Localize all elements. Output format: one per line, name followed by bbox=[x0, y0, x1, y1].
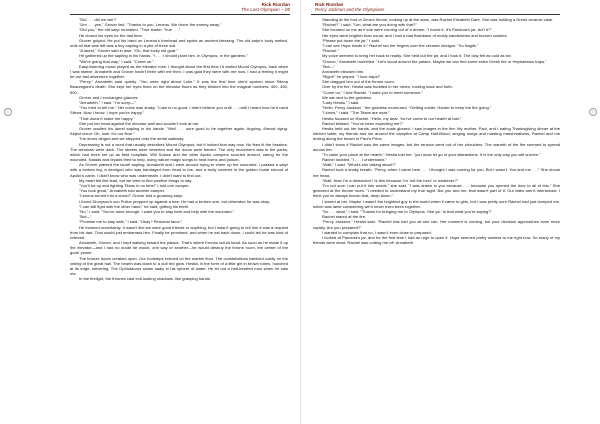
paragraph: "We're going that way," I said. "Come on." bbox=[79, 58, 154, 64]
paragraph: "Lady Hestia," I said. bbox=[322, 100, 360, 105]
paragraph: "Um . . . yes," Grover lied. "Thanks to you, Leneus. We drove the enemy away." bbox=[79, 22, 222, 28]
left-header-rule bbox=[70, 14, 290, 15]
paragraph: Annabeth elbowed him. bbox=[322, 68, 365, 74]
paragraph: She put her head against the elevator wall and wouldn't look at me. bbox=[79, 120, 200, 126]
paragraph: Grover and I exchanged glances. bbox=[79, 94, 139, 100]
paragraph: Rachel stared at the fire. bbox=[322, 214, 367, 220]
paragraph: In the firelight, the thrones cast evil-looking shadows, like grasping hands. bbox=[79, 276, 212, 282]
right-page bbox=[300, 0, 600, 424]
paragraph: Grover cradled his laurel sapling in his hands. "Well . . . sure good to be together again. Arguing. Almost dying. Abject terror. Oh, look. It's our floor." bbox=[70, 125, 288, 137]
paragraph: "Annabeth," I said. "I'm sorry—" bbox=[79, 100, 136, 105]
paragraph: She focused on me as if she were coming out of a dream. "I found it. It's Pandora's jar, isn't it?" bbox=[322, 27, 492, 33]
paragraph: "I can see Hope inside it." Rachel ran her fingers over the ceramic designs. "So fragile." bbox=[322, 42, 479, 48]
paragraph: Depressing is not a word that usually describes Mount Olympus, but it looked that way now. No fires lit the braziers. The windows were dark. The streets were deserted and the doors were barred. The only movement was in the parks, which had been set up as field hospitals. Will Solace and the other Apollo campers scurried around, caring for the wounded. Naiads and dryads tried to help, using nature magic songs to heal burns and poison. bbox=[70, 141, 288, 163]
paragraph: Over by the fire, Hestia was huddled in her robes, rocking back and forth. bbox=[322, 84, 453, 90]
paragraph: "No," I said. "You've done enough. I want you to stay here and help with the wounded." bbox=[79, 208, 235, 214]
right-page-body bbox=[313, 17, 560, 422]
paragraph: He closed his eyes for the last time. bbox=[79, 32, 143, 38]
paragraph: "You look great," Annabeth told another camper. bbox=[79, 188, 165, 194]
paragraph: We sat next to the goddess. bbox=[322, 94, 373, 100]
paragraph: "Right!" he yelped. "I love traps!" bbox=[322, 74, 381, 80]
paragraph: "But—" bbox=[79, 214, 92, 220]
right-page-header bbox=[315, 2, 384, 13]
paragraph: "So . . . what," I said. "Thanks for bringing me to Olympus. See ya.' Is that what you're saying?" bbox=[322, 208, 492, 214]
paragraph: "Percy Jackson," Hestia said. "Rachel has told you all she can. Her moment is coming, but your decision approaches even more rapidly. Are you prepared?" bbox=[313, 219, 560, 230]
paragraph: "Did you," the old satyr mumbled. "True leader. True . . ." bbox=[79, 27, 181, 33]
paragraph: "Hello, Percy Jackson," the goddess murmured. "Getting colder. Harder to keep the fire going." bbox=[322, 105, 492, 111]
paragraph: "A laurel," Grover said in awe. "Oh, that lucky old goat." bbox=[79, 48, 178, 54]
paragraph: Easy-listening music played as the elevator rose. I thought about the first time I'd visited Mount Olympus, back when I was twelve. Annabeth and Grover hadn't been with me then. I was glad they were with me now. I had a feeling it might be our last adventure together. bbox=[70, 63, 288, 80]
paragraph: "Did . . . did we win?" bbox=[79, 17, 117, 22]
paragraph: Rachel blinked. "You've been expecting me?" bbox=[322, 120, 404, 126]
paragraph: The doors dinged and we stepped onto the aerial walkway. bbox=[79, 136, 185, 142]
nav-icon[interactable]: ○ bbox=[589, 108, 597, 116]
left-header-author: Rick Riordan bbox=[261, 2, 290, 7]
left-header-book-title: The Last Olympian ~ 05 bbox=[241, 7, 290, 13]
paragraph: "Grover," Annabeth mumbled. "Let's scout around the palace. Maybe we can find some extra Greek fire or Hephaestus traps." bbox=[322, 58, 547, 64]
paragraph: "Percy," Annabeth said quietly. "You were right about Luke." It was the first time she'd spoken since Silena Beauregard's death. She kept her eyes fixed on the elevator floors as they blinked into the magical numbers: 400, 450, 500. bbox=[70, 79, 288, 95]
paragraph: I looked at Pandora's jar, and for the first time I had an urge to open it. Hope seemed pretty useless to me right now. So many of my friends were dead. Rachel was cutting me off. Annabeth bbox=[313, 234, 560, 246]
paragraph: "I know," I said. "The Titans are near." bbox=[322, 110, 390, 116]
right-header-book-title: Percy Jackson and the Olympians bbox=[315, 7, 385, 13]
paragraph: "Promise me to stay safe," I said. "Okay? Personal favor." bbox=[79, 219, 183, 225]
paragraph: Rachel nodded. "I . . . I understand." bbox=[322, 157, 387, 163]
paragraph: Grover gulped. He put his hand on Leneus's forehead and spoke an ancient blessing. The old satyr's body melted, until all that was left was a tiny sapling in a pile of fresh soil. bbox=[70, 37, 288, 48]
paragraph: Her eyes were brighter than usual, and I had a bad flashback of moldy sandwiches and burned cookies. bbox=[322, 32, 508, 38]
paragraph: "Leneus turned into a shrub!" Grover told a groaning satyr. bbox=[79, 193, 184, 199]
paragraph: Annabeth, Grover, and I kept walking toward the palace. That's where Kronos would head. As soon as he made it up the elevator—and I had no doubt he would, one way or another—he would destroy the throne room, the center of the gods' power. bbox=[70, 240, 288, 256]
paragraph: I found Dionysus's son Pollux propped up against a tree. He had a broken arm, but otherwise he was okay. bbox=[79, 198, 271, 204]
nav-icon[interactable]: ○ bbox=[4, 108, 12, 116]
paragraph: Standing at the foot of Zeus's throne, looking up at the stars, was Rachel Elizabeth Dare. She was holding a Greek ceramic vase. bbox=[322, 17, 554, 22]
paragraph: I didn't know if Rachel saw the same images, but the tension went out of her shoulders. The warmth of the fire seemed to spread across her. bbox=[313, 141, 560, 152]
paragraph: "But—" bbox=[322, 63, 335, 69]
paragraph: She dragged him out of the throne room. bbox=[322, 79, 395, 85]
paragraph: I stared at her. Maybe I wasn't the brightest guy in the world when it came to girls, but I was pretty sure Rachel had just dumped me, which was lame considering we'd never even been together. bbox=[313, 198, 560, 209]
paragraph: "Rachel?" I said. "Um, what are you doing with that?" bbox=[322, 22, 417, 28]
paragraph: Rachel took a shaky breath. "Percy, when I came here . . . I thought I was coming for you. But I wasn't. You and me . . ." She shook her head. bbox=[313, 167, 560, 178]
paragraph: "Wait," I said. "What's she talking about?" bbox=[322, 162, 397, 168]
paragraph: "You tried to tell me." Her voice was shaky. "Luke is no good. I didn't believe you until . . . until I heard how he'd used Silena. Now I know. I hope you're happy." bbox=[70, 105, 288, 116]
left-page-header bbox=[241, 2, 290, 13]
paragraph: "Come on," I told Rachel. "I want you to meet someone." bbox=[322, 89, 424, 95]
paragraph: My heart felt like lead, but we tried to find positive things to say. bbox=[79, 177, 193, 183]
paragraph: Hestia held out her hands, and the coals glowed. I saw images in the fire: My mother, Paul, and I eating Thanksgiving dinner at the kitchen table; my friends and me around the campfire at Camp Half-Blood, singing songs and roasting marshmallows; Rachel and me driving along the beach in Paul's Prius. bbox=[313, 125, 560, 142]
paragraph: "I'm not sure I can put it into words," she said. "I was drawn to you because . . . because you opened the door to all of this." She gestured at the throne room. "I needed to understand my true sight. But you and me, that wasn't part of it. Our fates aren't intertwined. I think you've always known that, deep down." bbox=[313, 183, 560, 199]
paragraph: I wanted to complain that no, I wasn't even close to prepared. bbox=[322, 229, 432, 235]
paragraph: "You'll be up and fighting Titans in no time!" I told one camper. bbox=[79, 183, 190, 188]
paragraph: He gathered up the sapling in his hands. "I . . . I should plant him. In Olympus, in the gardens." bbox=[79, 53, 248, 59]
right-header-author: Rick Riordan bbox=[315, 2, 344, 7]
right-header-rule bbox=[311, 14, 560, 15]
paragraph: "I can still fight with the other hand," he said, gritting his teeth. bbox=[79, 203, 190, 209]
paragraph: "Rachel." bbox=[322, 48, 339, 54]
left-page-body bbox=[70, 17, 288, 422]
paragraph: "That doesn't make me happy." bbox=[79, 115, 135, 121]
paragraph: The bronze doors creaked open. Our footsteps echoed on the marble floor. The constellations twinkled coldly on the ceiling of the great hall. The hearth was down to a dull red glow. Hestia, in the form of a little girl in brown robes, hunched at its edge, shivering. The Ophiotaurus swam sadly in his sphere of water. He let out a half-hearted moo when he saw me. bbox=[70, 255, 288, 277]
paragraph: Hestia focused on Rachel. "Hello, my dear. You've come to our hearth at last." bbox=[322, 115, 462, 121]
paragraph: "Wait. Now I'm a distraction? Is this because I'm 'not the hero' or whatever?" bbox=[322, 177, 459, 183]
paragraph: He frowned uncertainly. It wasn't like we were good friends or anything, but I wasn't going to tell him it was a request from his dad. That would just embarrass him. Finally he promised, and when he sat back down, I could tell he was kind of relieved. bbox=[70, 224, 288, 240]
paragraph: My voice seemed to bring her back to reality. She held out the jar, and I took it. The clay felt as cold as ice. bbox=[322, 53, 512, 59]
paragraph: "Please put down the jar," I said. bbox=[322, 37, 380, 43]
paragraph: As Grover planted the laurel sapling, Annabeth and I went around trying to cheer up the wounded. I passed a satyr with a broken leg, a demigod who was bandaged from head to toe, and a body covered in the golden burial shroud of Apollo's cabin. I didn't know who was underneath. I didn't want to find out. bbox=[70, 162, 288, 178]
paragraph: "To claim your place at the hearth," Hestia told her, "you must let go of your distractions. It is the only way you will survive." bbox=[322, 151, 541, 157]
